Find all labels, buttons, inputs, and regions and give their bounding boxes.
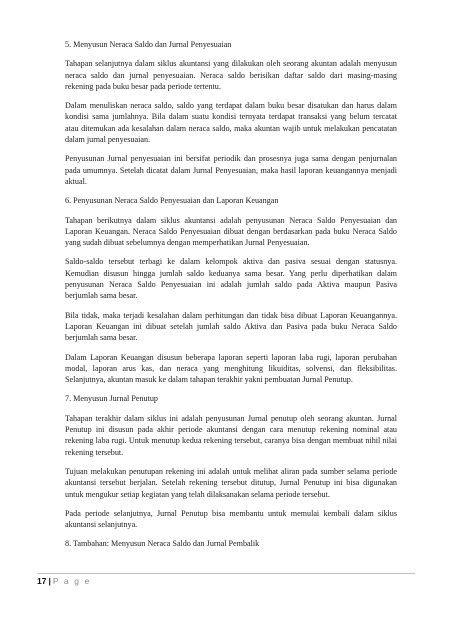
page-number: 17 — [37, 576, 47, 586]
page-content — [65, 39, 397, 558]
section-heading-7: 7. Menyusun Jurnal Penutup — [65, 394, 158, 404]
paragraph: Tahapan selanjutnya dalam siklus akuntansi yang dilakukan oleh seorang akuntan adalah menyusun neraca saldo dan jurnal penyesuaian. Neraca saldo berisikan daftar saldo dari masing-masing rekening pada buku besar pada periode tertentu. — [65, 59, 397, 91]
paragraph: Dalam Laporan Keuangan disusun beberapa laporan seperti laporan laba rugi, laporan perubahan modal, laporan arus kas, dan neraca yang menghitung likuiditas, solvensi, dan fleksibilitas. Selanjutnya, akuntan masuk ke dalam tahapan terakhir yakni pembuatan Jurnal Penutup. — [65, 352, 397, 385]
paragraph: Tahapan terakhir dalam siklus ini adalah penyusunan Jurnal penutup oleh seorang akuntan. Jurnal Penutup ini disusun pada akhir periode akuntansi dengan cara menutup rekening nominal atau rekening laba rugi. Untuk menutup kedua rekening tersebut, caranya bisa dengan membuat nihil nilai rekening tersebut. — [65, 413, 397, 457]
page-label: P a g e — [52, 576, 91, 586]
section-heading-5: 5. Menyusun Neraca Saldo dan Jurnal Penyesuaian — [65, 40, 232, 49]
paragraph: Penyusunan Jurnal penyesuaian ini bersifat periodik dan prosesnya juga sama dengan penjurnalan pada umumnya. Setelah dicatat dalam Jurnal Penyesuaian, maka hasil laporan keuangannya menjadi aktual. — [65, 154, 397, 186]
footer-divider — [37, 573, 415, 574]
paragraph: Tahapan berikutnya dalam siklus akuntansi adalah penyusunan Neraca Saldo Penyesuaian dan Laporan Keuangan. Neraca Saldo Penyesuaian dibuat dengan berdasarkan pada buku Neraca Saldo yang sudah dibuat sebelumnya dengan memperhatikan Jurnal Penyesuaian. — [65, 215, 397, 248]
section-heading-8: 8. Tambahan: Menyusun Neraca Saldo dan Jurnal Pembalik — [65, 539, 260, 549]
paragraph: Pada periode selanjutnya, Jurnal Penutup bisa membantu untuk memulai kembali dalam siklus akuntansi selanjutnya. — [65, 508, 397, 530]
paragraph: Bila tidak, maka terjadi kesalahan dalam perhitungan dan tidak bisa dibuat Laporan Keuangannya. Laporan Keuangan ini dibuat setelah jumlah saldo Aktiva dan Pasiva pada buku Neraca Saldo berjumlah sama besar. — [65, 310, 397, 343]
page-footer — [37, 576, 91, 586]
paragraph: Saldo-saldo tersebut terbagi ke dalam kelompok aktiva dan pasiva sesuai dengan statusnya. Kemudian disusun hingga jumlah saldo keduanya sama besar. Yang perlu diperhatikan dalam penyusunan Neraca Saldo Penyesuaian ini adalah jumlah saldo pada Aktiva maupun Pasiva berjumlah sama besar. — [65, 257, 397, 301]
footer-separator: | — [48, 576, 51, 586]
section-heading-6: 6. Penyusunan Neraca Saldo Penyesuaian dan Laporan Keuangan — [65, 196, 279, 206]
paragraph: Tujuan melakukan penutupan rekening ini adalah untuk melihat aliran pada sumber selama periode akuntansi tersebut berjalan. Setelah rekening tersebut ditutup, Jurnal Penutup ini bisa digunakan untuk mengukur setiap kegiatan yang telah dilaksanakan selama periode tersebut. — [65, 466, 397, 499]
paragraph: Dalam menuliskan neraca saldo, saldo yang terdapat dalam buku besar disatukan dan harus dalam kondisi sama jumlahnya. Bila dalam suatu kondisi ternyata terdapat transaksi yang belum tercatat atau ditemukan ada kesalahan dalam neraca saldo, maka akuntan wajib untuk melakukan pencatatan dalam jurnal penyesuaian. — [65, 101, 397, 145]
